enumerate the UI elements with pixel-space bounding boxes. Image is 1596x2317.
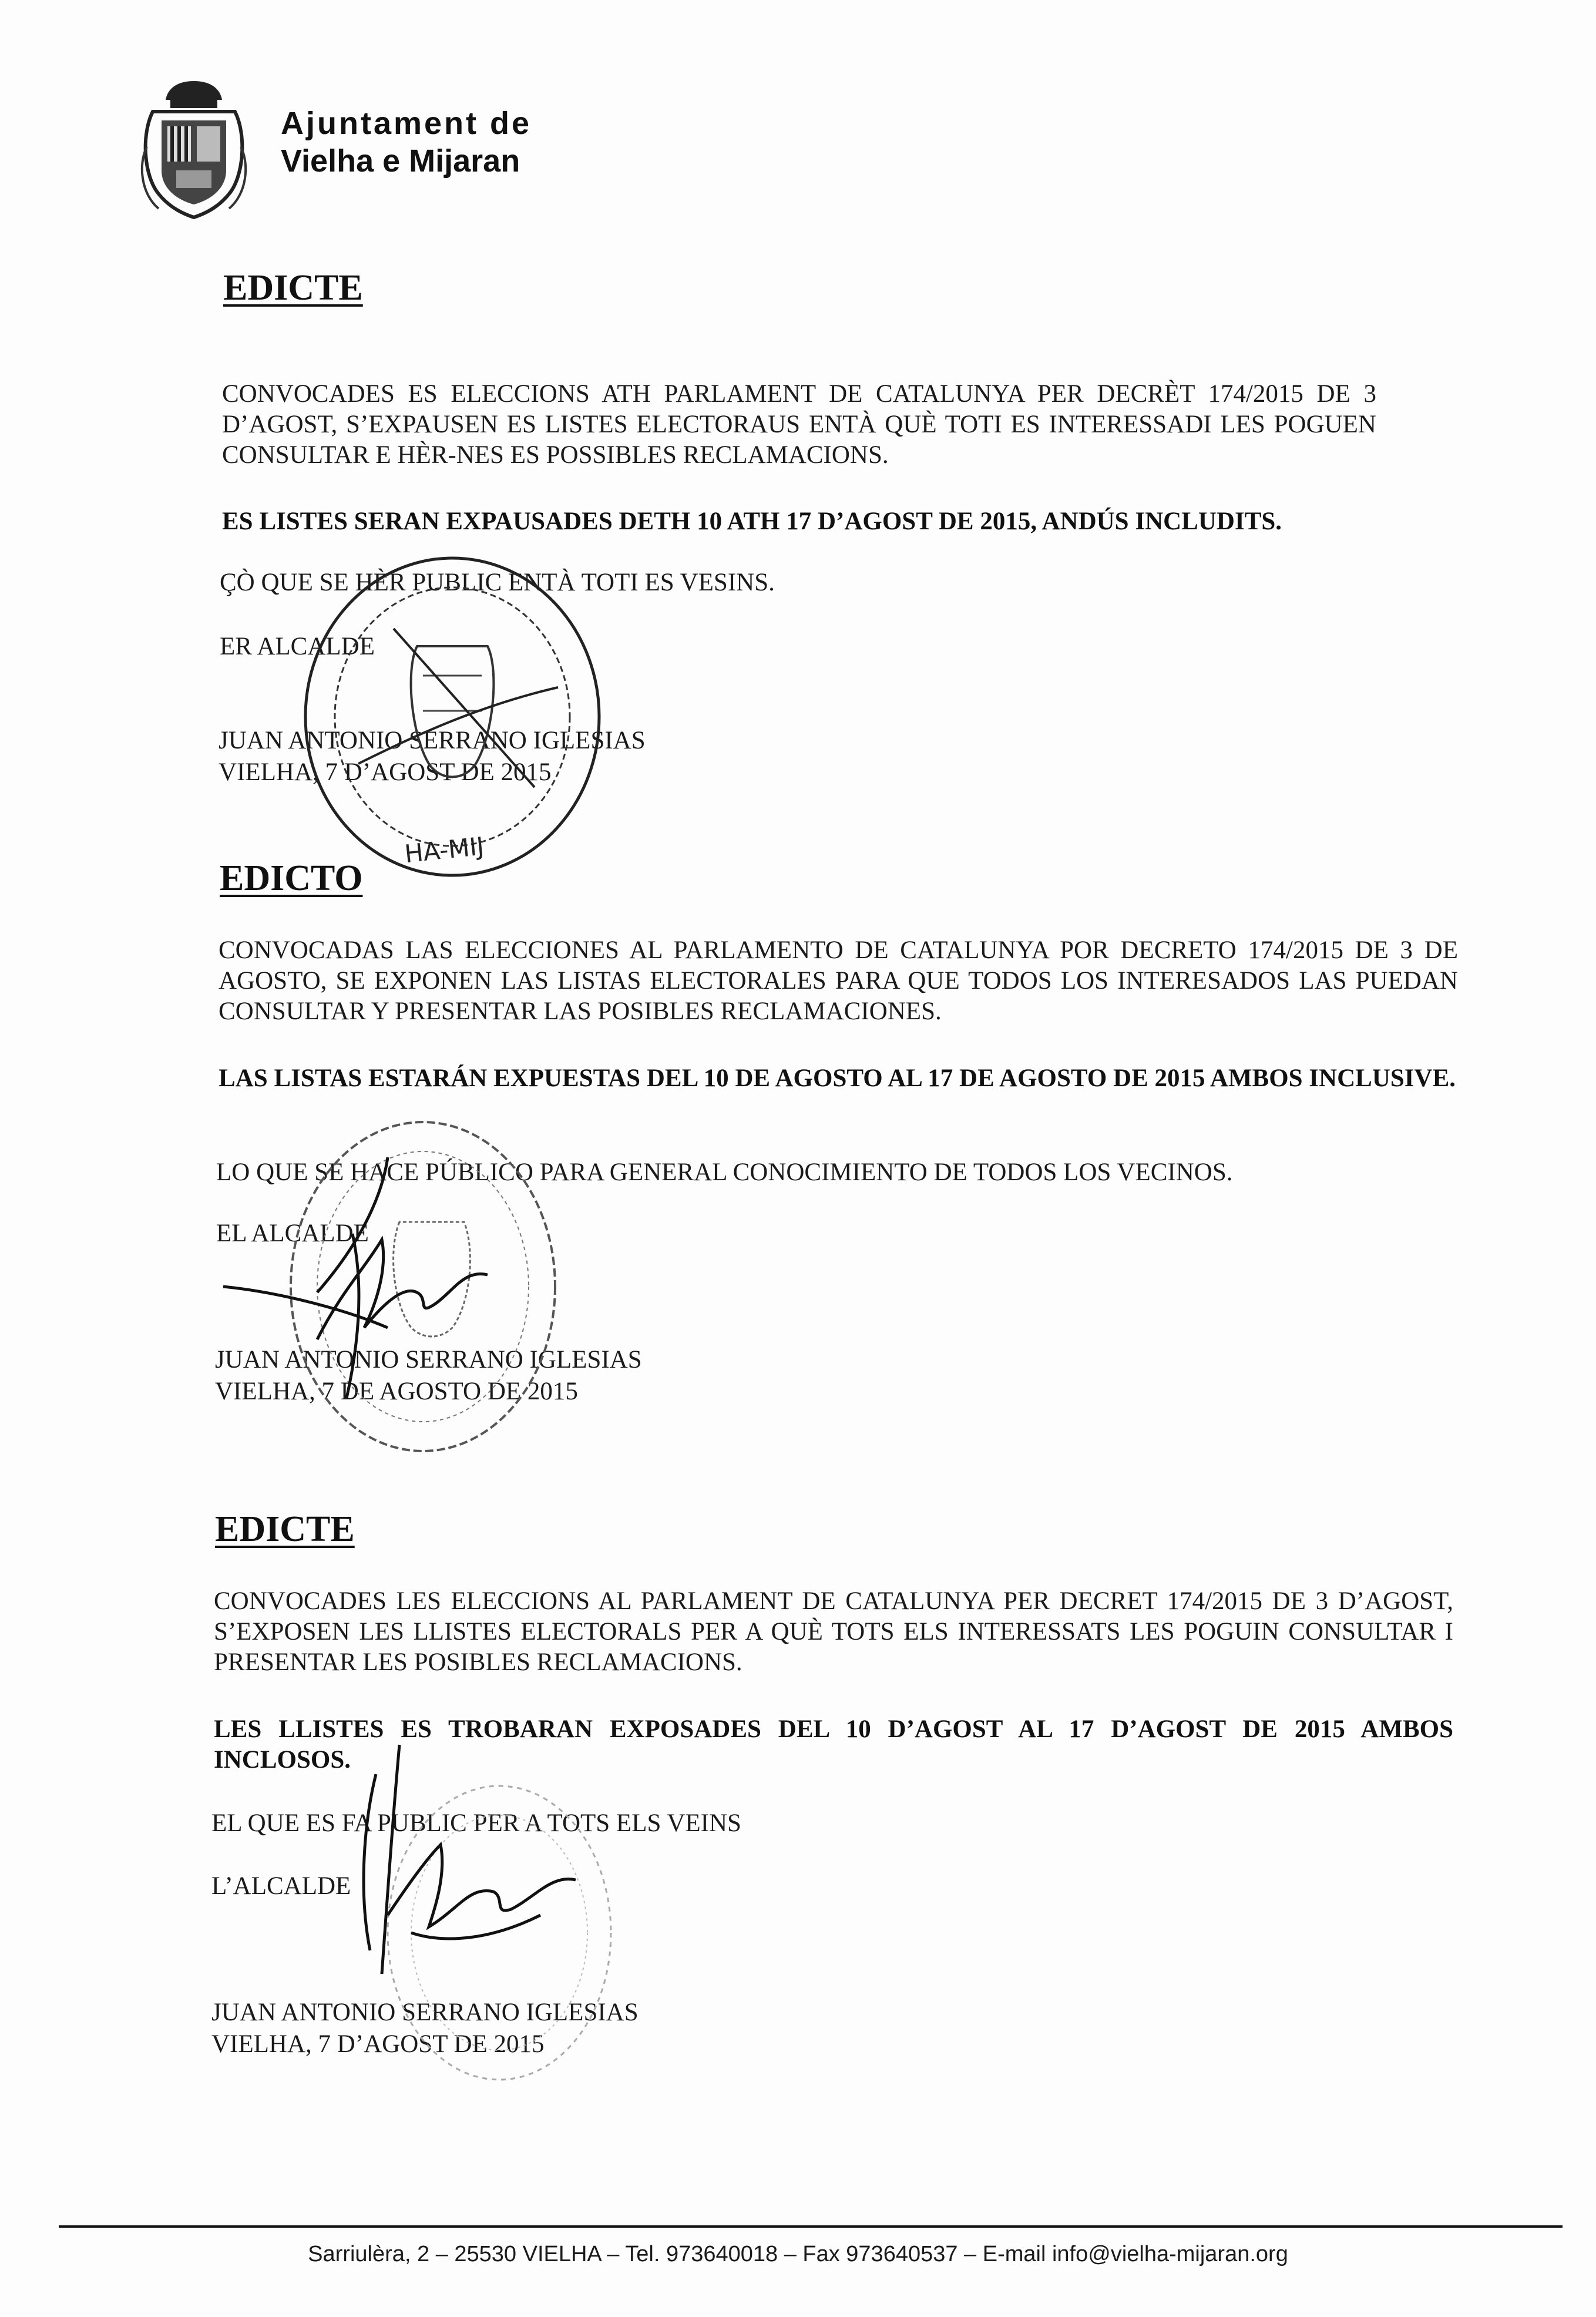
edicto-castellano-paragraph: CONVOCADAS LAS ELECCIONES AL PARLAMENTO DE CATALUNYA POR DECRETO 174/2015 DE 3 DE AGOSTO, SE EXPONEN LAS LISTAS ELECTORALES PARA QUE TODOS LOS INTERESADOS LAS PUEDAN CONSULTAR Y PRESENTAR LAS POSIBLES RECLAMACIONES. [219,936,1458,1025]
mayor-signature [211,1151,540,1433]
edicte-aranes-notice: ES LISTES SERAN EXPAUSADES DETH 10 ATH 17 D’AGOST DE 2015, ANDÚS INCLUDITS. [222,508,1282,535]
edicto-castellano-notice: LAS LISTAS ESTARÁN EXPUESTAS DEL 10 DE AGOSTO AL 17 DE AGOSTO DE 2015 AMBOS INCLUSIVE. [219,1065,1456,1092]
edicto-castellano-signatory: JUAN ANTONIO SERRANO IGLESIAS [215,1346,642,1374]
edicte-catala-public-line: EL QUE ES FA PUBLIC PER A TOTS ELS VEINS [211,1809,741,1837]
edicte-aranes-paragraph: CONVOCADES ES ELECCIONS ATH PARLAMENT DE CATALUNYA PER DECRÈT 174/2015 DE 3 D’AGOST, S’EXPAUSEN ES LISTES ELECTORAUS ENTÀ QUÈ TOTI ES INTERESSADI LES POGUEN CONSULTAR E HÈR-NES ES POSSIBLES RECLAMACIONS. [222,380,1376,469]
edicto-castellano-heading: EDICTO [220,858,363,898]
org-name-line2: Vielha e Mijaran [281,143,520,179]
edicte-catala-place-date: VIELHA, 7 D’AGOST DE 2015 [211,2030,545,2058]
edicte-catala-signatory: JUAN ANTONIO SERRANO IGLESIAS [211,1999,639,2026]
edicte-aranes-mayor-label: ER ALCALDE [220,633,375,660]
edicte-aranes-place-date: VIELHA, 7 D’AGOST DE 2015 [219,758,552,786]
edicte-aranes-signatory: JUAN ANTONIO SERRANO IGLESIAS [219,727,646,754]
edicto-castellano-public-line: LO QUE SE HACE PÚBLICO PARA GENERAL CONOCIMIENTO DE TODOS LOS VECINOS. [216,1158,1233,1186]
edicto-castellano-place-date: VIELHA, 7 DE AGOSTO DE 2015 [215,1378,578,1405]
edicte-catala-heading: EDICTE [215,1509,355,1549]
mayor-signature [317,1739,623,2044]
edicte-aranes-public-line: ÇÒ QUE SE HÈR PUBLIC ENTÀ TOTI ES VESINS. [220,569,775,596]
footer-divider [59,2225,1563,2228]
edicte-aranes-heading: EDICTE [223,268,363,308]
official-seal-stamp [288,540,617,893]
organization-name [281,105,532,180]
edicto-castellano-mayor-label: EL ALCALDE [216,1220,369,1247]
footer-contact: Sarriulèra, 2 – 25530 VIELHA – Tel. 973640018 – Fax 973640537 – E-mail info@vielha-mijaran.org [308,2242,1288,2266]
svg-text:HA-MIJ: HA-MIJ [403,831,486,869]
edicte-catala-paragraph: CONVOCADES LES ELECCIONS AL PARLAMENT DE CATALUNYA PER DECRET 174/2015 DE 3 D’AGOST, S’EXPOSEN LES LLISTES ELECTORALS PER A QUÈ TOTS ELS INTERESSATS LES POGUIN CONSULTAR I PRESENTAR LES POSIBLES RECLAMACIONS. [214,1587,1453,1676]
edicte-catala-notice: LES LLISTES ES TROBARAN EXPOSADES DEL 10 D’AGOST AL 17 D’AGOST DE 2015 AMBOS INCLOSOS. [214,1715,1453,1774]
org-name-line1: Ajuntament de [281,106,532,141]
municipal-coat-of-arms-icon [135,76,253,223]
edicte-catala-mayor-label: L’ALCALDE [211,1872,351,1900]
